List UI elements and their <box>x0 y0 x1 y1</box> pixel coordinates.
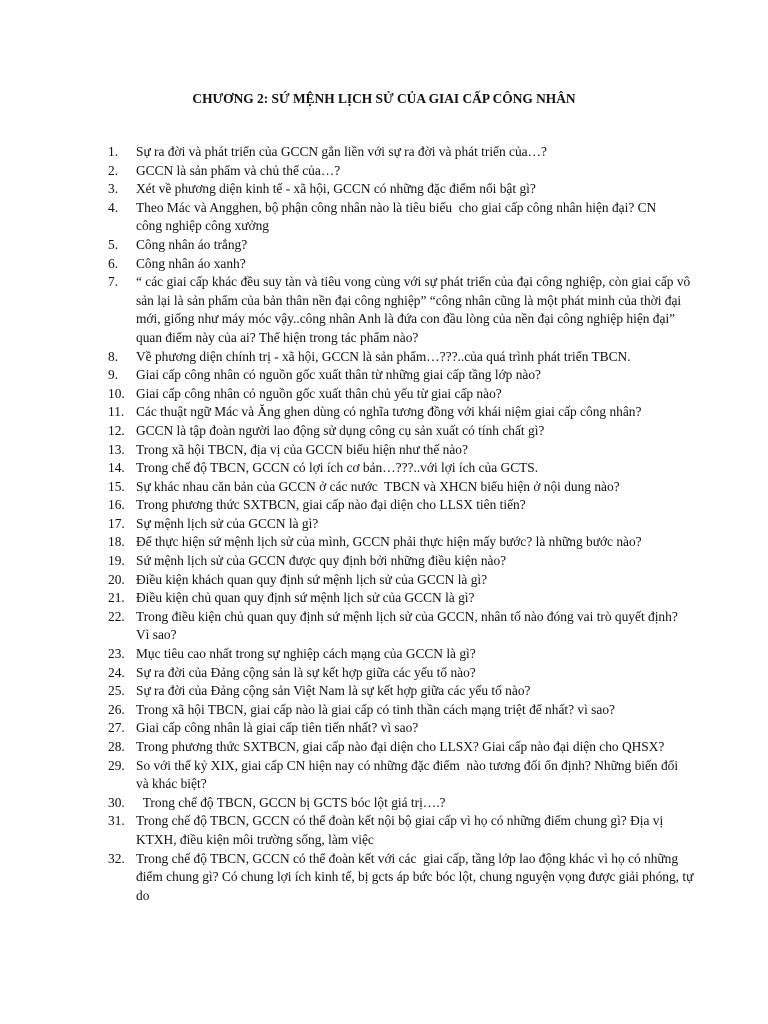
question-item <box>108 422 680 441</box>
question-item <box>108 348 680 367</box>
question-number: 12. <box>108 422 125 438</box>
question-number: 27. <box>108 720 125 736</box>
question-text: Trong xã hội TBCN, giai cấp nào là giai cấp có tinh thần cách mạng triệt để nhất? vì sao? <box>136 701 615 717</box>
question-number: 26. <box>108 701 125 717</box>
question-text: Các thuật ngữ Mác và Ăng ghen dùng có nghĩa tương đồng với khái niệm giai cấp công nhân? <box>136 404 642 420</box>
question-number: 21. <box>108 590 125 606</box>
question-item <box>108 850 697 906</box>
question-number: 32. <box>108 850 125 866</box>
question-text: Sự ra đời của Đảng cộng sản Việt Nam là sự kết hợp giữa các yếu tố nào? <box>136 683 531 699</box>
question-text: So với thế kỷ XIX, giai cấp CN hiện nay có những đặc điểm nào tương đối ổn định? Những biến đổi và khác biệt? <box>136 757 682 792</box>
question-item <box>108 459 680 478</box>
question-text: Trong chế độ TBCN, GCCN bị GCTS bóc lột giá trị….? <box>136 794 446 810</box>
question-text: Điều kiện khách quan quy định sứ mệnh lịch sử của GCCN là gì? <box>136 571 488 587</box>
question-text: Trong phương thức SXTBCN, giai cấp nào đại diện cho LLSX tiên tiến? <box>136 497 526 513</box>
question-text: Trong chế độ TBCN, GCCN có lợi ích cơ bản…???..với lợi ích của GCTS. <box>136 460 539 476</box>
question-text: Trong điều kiện chủ quan quy định sứ mệnh lịch sử của GCCN, nhân tố nào đóng vai trò quyết định? Vì sao? <box>136 608 681 643</box>
question-text: Theo Mác và Angghen, bộ phận công nhân nào là tiêu biểu cho giai cấp công nhân hiện đại? CN công nghiệp công xưởng <box>136 199 660 234</box>
question-number: 16. <box>108 497 125 513</box>
question-number: 29. <box>108 757 125 773</box>
question-number: 1. <box>108 144 119 159</box>
question-text: GCCN là sản phẩm và chủ thể của…? <box>136 162 341 178</box>
question-item <box>108 478 680 497</box>
chapter-title: CHƯƠNG 2: SỨ MỆNH LỊCH SỬ CỦA GIAI CẤP CÔNG NHÂN <box>192 91 576 106</box>
question-item <box>108 719 680 738</box>
question-item <box>108 701 680 720</box>
question-item <box>108 441 680 460</box>
question-number: 24. <box>108 664 125 680</box>
question-text: Giai cấp công nhân là giai cấp tiên tiến nhất? vì sao? <box>136 720 419 736</box>
question-item <box>108 143 680 162</box>
question-number: 19. <box>108 553 125 569</box>
question-item <box>108 180 680 199</box>
question-text: Sự mệnh lịch sử của GCCN là gì? <box>136 515 319 531</box>
question-number: 28. <box>108 739 125 754</box>
question-list <box>108 143 697 905</box>
question-number: 14. <box>108 460 125 476</box>
question-text: Mục tiêu cao nhất trong sự nghiệp cách mạng của GCCN là gì? <box>136 646 476 662</box>
question-number: 22. <box>108 608 125 624</box>
question-item <box>108 255 680 274</box>
question-number: 25. <box>108 683 125 699</box>
question-number: 30. <box>108 794 125 810</box>
question-item <box>108 682 680 701</box>
question-item <box>108 273 694 347</box>
question-item <box>108 199 680 236</box>
question-number: 11. <box>108 404 125 420</box>
question-number: 18. <box>108 534 125 550</box>
question-number: 20. <box>108 571 125 587</box>
question-item <box>108 738 680 757</box>
question-text: Trong chế độ TBCN, GCCN có thể đoàn kết với các giai cấp, tầng lớp lao động khác vì họ có những điểm chung gì? Có chung lợi ích kinh tế, bị gcts áp bức bóc lột, chung nguyện vọng được giải phóng, tự do <box>136 850 697 903</box>
question-text: Giai cấp công nhân có nguồn gốc xuất thân từ những giai cấp tầng lớp nào? <box>136 367 541 383</box>
question-text: Công nhân áo xanh? <box>136 255 246 271</box>
question-text: Sự khác nhau căn bản của GCCN ở các nước TBCN và XHCN biểu hiện ở nội dung nào? <box>136 478 620 494</box>
question-number: 6. <box>108 255 119 271</box>
question-number: 7. <box>108 274 119 290</box>
question-number: 4. <box>108 199 119 215</box>
question-item <box>108 162 680 181</box>
question-text: Trong phương thức SXTBCN, giai cấp nào đại diện cho LLSX? Giai cấp nào đại diện cho QHSX? <box>136 739 665 754</box>
question-text: Về phương diện chính trị - xã hội, GCCN là sản phẩm…???..của quá trình phát triển TBCN. <box>136 348 631 364</box>
question-number: 17. <box>108 515 125 531</box>
question-text: Xét về phương diện kinh tế - xã hội, GCCN có những đặc điểm nổi bật gì? <box>136 181 536 197</box>
question-number: 8. <box>108 348 119 364</box>
question-text: “ các giai cấp khác đều suy tàn và tiêu vong cùng với sự phát triển của đại công nghiệp, còn giai cấp vô sản lại là sản phẩm của bản thân nền đại công nghiệp” “công nhân cũng là một phát minh của thời đại mới, giống như máy móc vậy..công nhân Anh là đứa con đầu lòng của nền đại công nghiệp hiện đại” quan điểm này của ai? Thể hiện trong tác phẩm nào? <box>136 274 694 345</box>
question-number: 15. <box>108 478 125 494</box>
question-text: GCCN là tập đoàn người lao động sử dụng công cụ sản xuất có tính chất gì? <box>136 422 545 438</box>
question-number: 5. <box>108 236 119 252</box>
question-item <box>108 385 680 404</box>
question-item <box>108 533 680 552</box>
question-text: Trong xã hội TBCN, địa vị của GCCN biểu hiện như thế nào? <box>136 441 468 457</box>
question-number: 9. <box>108 367 119 383</box>
question-item <box>108 608 680 645</box>
question-number: 2. <box>108 162 119 178</box>
question-text: Để thực hiện sứ mệnh lịch sử của mình, GCCN phải thực hiện mấy bước? là những bước nào? <box>136 534 642 550</box>
question-number: 3. <box>108 181 119 197</box>
question-text: Sự ra đời và phát triển của GCCN gắn liền với sự ra đời và phát triển của…? <box>136 144 547 159</box>
question-item <box>108 515 680 534</box>
question-text: Công nhân áo trắng? <box>136 236 248 252</box>
question-text: Sứ mệnh lịch sử của GCCN được quy định bởi những điều kiện nào? <box>136 553 507 569</box>
question-item <box>108 496 680 515</box>
question-item <box>108 757 680 794</box>
question-item <box>108 812 680 849</box>
question-item <box>108 794 680 813</box>
question-item <box>108 366 680 385</box>
question-text: Trong chế độ TBCN, GCCN có thể đoàn kết nội bộ giai cấp vì họ có những điểm chung gì? Địa vị KTXH, điều kiện môi trường sống, làm việc <box>136 813 667 847</box>
question-item <box>108 236 680 255</box>
question-number: 23. <box>108 646 125 662</box>
question-item <box>108 645 680 664</box>
question-number: 31. <box>108 813 125 829</box>
question-text: Điều kiện chủ quan quy định sứ mệnh lịch sử của GCCN là gì? <box>136 590 475 606</box>
question-item <box>108 589 680 608</box>
question-text: Giai cấp công nhân có nguồn gốc xuất thân chủ yếu từ giai cấp nào? <box>136 385 502 401</box>
question-item <box>108 403 680 422</box>
question-item <box>108 552 680 571</box>
question-text: Sự ra đời của Đảng cộng sản là sự kết hợp giữa các yếu tố nào? <box>136 664 476 680</box>
question-item <box>108 571 680 590</box>
question-item <box>108 664 680 683</box>
question-number: 10. <box>108 385 125 401</box>
question-number: 13. <box>108 441 125 457</box>
